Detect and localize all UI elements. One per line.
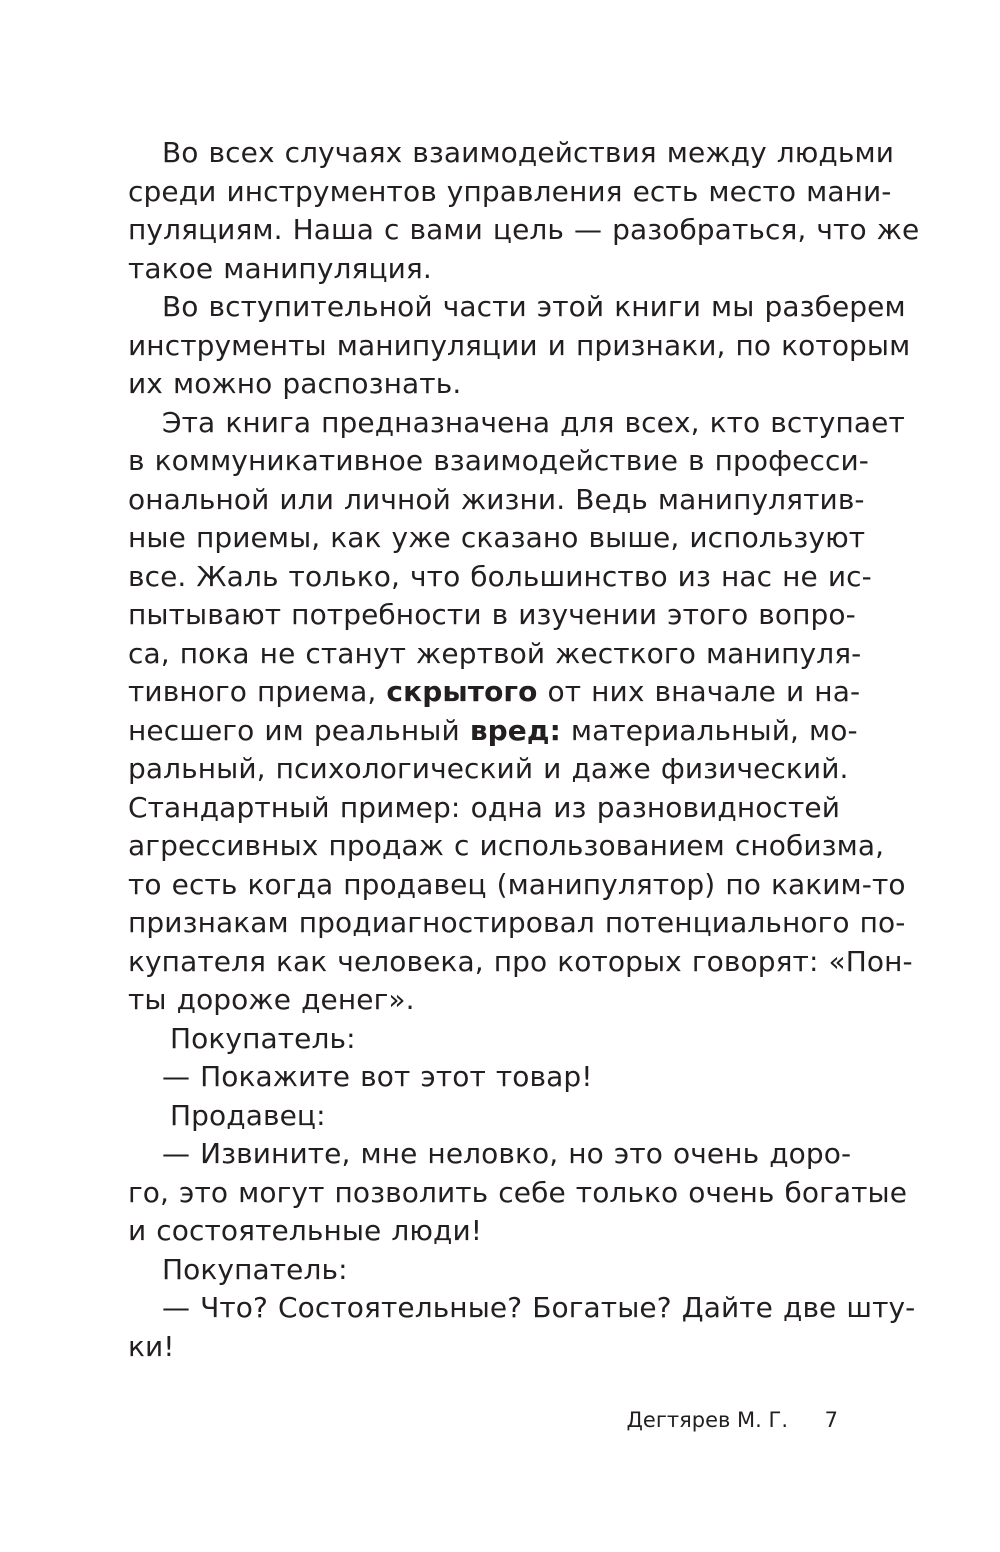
- text-line: агрессивных продаж с использованием снобизма,: [128, 829, 885, 862]
- bold-term-hidden: скрытого: [386, 675, 538, 708]
- text-line: пытывают потребности в изучении этого вопро-: [128, 598, 856, 631]
- paragraph-2: [128, 288, 911, 404]
- text-line: такое манипуляция.: [128, 251, 432, 285]
- paragraph-1: [128, 134, 920, 288]
- dialogue-line: и состоятельные люди!: [128, 1214, 483, 1247]
- text-line-with-bold: [128, 673, 861, 712]
- text-line: Во вступительной части этой книги мы разберем: [162, 290, 906, 323]
- text-line: са, пока не станут жертвой жесткого манипуля-: [128, 636, 862, 670]
- text-line: то есть когда продавец (манипулятор) по каким-то: [128, 867, 906, 901]
- paragraph-3: [128, 404, 913, 1020]
- running-footer-author: Дегтярев М. Г.: [626, 1408, 788, 1432]
- page-body-text: [128, 134, 920, 1366]
- speaker-label-seller: Продавец:: [170, 1098, 326, 1132]
- dialogue-line: — Извините, мне неловко, но это очень доро-: [162, 1137, 852, 1170]
- text-line: в коммуникативное взаимодействие в професси-: [128, 444, 869, 477]
- page-footer: [128, 1408, 840, 1448]
- dialogue-line: — Покажите вот этот товар!: [162, 1060, 593, 1093]
- text-line: пуляциям. Наша с вами цель — разобраться, что же: [128, 213, 920, 246]
- text-line: ональной или личной жизни. Ведь манипулятив-: [128, 482, 865, 516]
- text-fragment: материальный, мо-: [560, 713, 858, 747]
- text-line: ральный, психологический и даже физический.: [128, 752, 849, 785]
- dialogue: [128, 1020, 916, 1367]
- dialogue-line: — Что? Состоятельные? Богатые? Дайте две шту-: [162, 1291, 916, 1324]
- text-line-with-bold: [128, 712, 858, 751]
- text-fragment: тивного приема,: [128, 675, 387, 708]
- text-line: среди инструментов управления есть место мани-: [128, 174, 892, 208]
- speaker-label-buyer: Покупатель:: [170, 1021, 356, 1055]
- text-line: Стандартный пример: одна из разновидностей: [128, 790, 840, 824]
- text-line: их можно распознать.: [128, 367, 462, 400]
- text-line: признакам продиагностировал потенциального по-: [128, 906, 906, 939]
- text-line: ные приемы, как уже сказано выше, используют: [128, 521, 866, 554]
- text-line: все. Жаль только, что большинство из нас не ис-: [128, 559, 872, 593]
- bold-term-harm: вред:: [469, 713, 561, 747]
- dialogue-line: ки!: [128, 1329, 175, 1363]
- speaker-label-buyer: Покупатель:: [162, 1252, 348, 1286]
- text-line: Во всех случаях взаимодействия между людьми: [162, 136, 894, 169]
- text-line: инструменты манипуляции и признаки, по которым: [128, 328, 911, 362]
- text-fragment: несшего им реальный: [128, 713, 470, 747]
- text-line: Эта книга предназначена для всех, кто вступает: [162, 405, 905, 439]
- text-fragment: от них вначале и на-: [537, 675, 861, 708]
- text-line: ты дороже денег».: [128, 983, 415, 1016]
- page-number: 7: [824, 1408, 838, 1432]
- dialogue-line: го, это могут позволить себе только очень богатые: [128, 1175, 908, 1209]
- text-line: купателя как человека, про которых говорят: «Пон-: [128, 944, 913, 978]
